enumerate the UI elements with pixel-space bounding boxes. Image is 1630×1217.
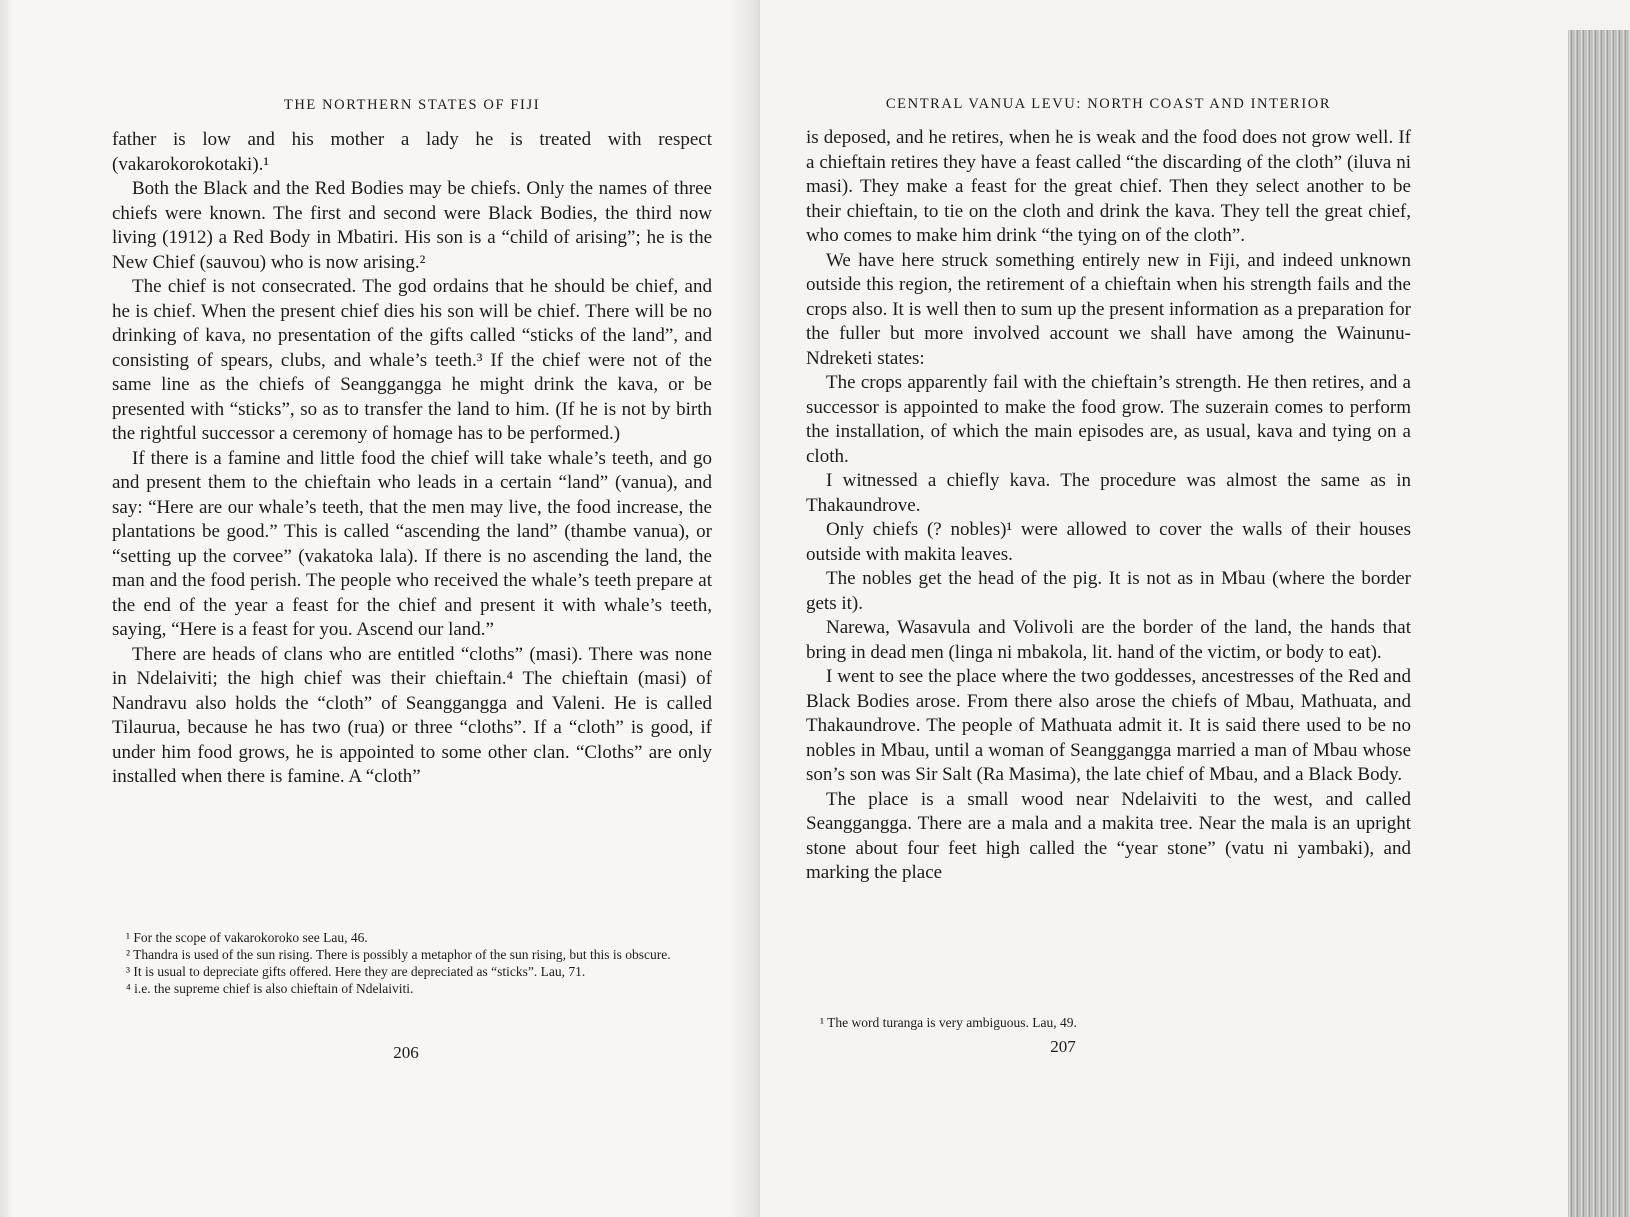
right-text-column: [806, 126, 1411, 886]
left-paragraph: father is low and his mother a lady he is treated with respect (vakarokorokotaki).¹: [112, 129, 712, 175]
footnote: ¹ The word turanga is very ambiguous. Lau, 49.: [820, 1015, 1077, 1030]
right-paragraph: Narewa, Wasavula and Volivoli are the border of the land, the hands that bring in dead men (linga ni mbakola, lit. hand of the victim, or body to eat).: [806, 617, 1411, 663]
footnote: ² Thandra is used of the sun rising. There is possibly a metaphor of the sun rising, but this is obscure.: [126, 947, 671, 962]
left-paragraph: There are heads of clans who are entitled “cloths” (masi). There was none in Ndelaiviti; the high chief was their chieftain.⁴ The chieftain (masi) of Nandravu also holds the “cloth” of Seanggangga and Valeni. He is called Tilaurua, because he has two (rua) or three “cloths”. If a “cloth” is good, if under him food grows, he is appointed to some other clan. “Cloths” are only installed when there is famine. A “cloth”: [112, 643, 712, 787]
footnote: ⁴ i.e. the supreme chief is also chieftain of Ndelaiviti.: [126, 981, 414, 996]
right-paragraph: Only chiefs (? nobles)¹ were allowed to cover the walls of their houses outside with makita leaves.: [806, 519, 1411, 565]
footnote: ³ It is usual to depreciate gifts offered. Here they are depreciated as “sticks”. Lau, 71.: [126, 964, 586, 979]
right-running-head: CENTRAL VANUA LEVU: NORTH COAST AND INTERIOR: [885, 96, 1332, 112]
right-footnotes: [806, 1014, 1411, 1031]
right-paragraph: The nobles get the head of the pig. It is not as in Mbau (where the border gets it).: [806, 568, 1411, 614]
left-text-column: [112, 128, 712, 790]
page-stack-edge: [1568, 30, 1630, 1217]
left-paragraph: Both the Black and the Red Bodies may be chiefs. Only the names of three chiefs were known. The first and second were Black Bodies, the third now living (1912) a Red Body in Mbatiri. His son is a “child of arising”; he is the New Chief (sauvou) who is now arising.²: [112, 178, 712, 273]
right-paragraph: The crops apparently fail with the chieftain’s strength. He then retires, and a successor is appointed to make the food grow. The suzerain comes to perform the installation, of which the main episodes are, as usual, kava and tying on a cloth.: [806, 372, 1411, 467]
right-page-number: 207: [1050, 1037, 1076, 1056]
right-paragraph: I witnessed a chiefly kava. The procedure was almost the same as in Thakaundrove.: [806, 470, 1411, 516]
left-page-number: 206: [393, 1043, 419, 1062]
footnote: ¹ For the scope of vakarokoroko see Lau, 46.: [126, 930, 368, 945]
left-paragraph: If there is a famine and little food the chief will take whale’s teeth, and go and present them to the chieftain who leads in a certain “land” (vanua), and say: “Here are our whale’s teeth, that the men may live, the food increase, the plantations be good.” This is called “ascending the land” (thambe vanua), or “setting up the corvee” (vakatoka lala). If there is no ascending the land, the man and the food perish. The people who received the whale’s teeth prepare at the end of the year a feast for the chief and present it with whale’s teeth, saying, “Here is a feast for you. Ascend our land.”: [112, 447, 712, 640]
left-page: [0, 0, 760, 1217]
left-footnotes: [112, 929, 712, 997]
right-page: [760, 0, 1550, 1217]
right-paragraph: The place is a small wood near Ndelaiviti to the west, and called Seanggangga. There are a mala and a makita tree. Near the mala is an upright stone about four feet high called the “year stone” (vatu ni yambaki), and marking the place: [806, 788, 1411, 883]
left-running-head: THE NORTHERN STATES OF FIJI: [283, 97, 541, 113]
right-paragraph: is deposed, and he retires, when he is weak and the food does not grow well. If a chieftain retires they have a feast called “the discarding of the cloth” (iluva ni masi). They make a feast for the great chief. Then they select another to be their chieftain, to tie on the cloth and drink the kava. They tell the great chief, who comes to make him drink “the tying on of the cloth”.: [806, 127, 1411, 246]
right-paragraph: We have here struck something entirely new in Fiji, and indeed unknown outside this region, the retirement of a chieftain when his strength fails and the crops also. It is well then to sum up the present information as a preparation for the fuller but more involved account we shall have among the Wainunu-Ndreketi states:: [806, 249, 1411, 369]
left-paragraph: The chief is not consecrated. The god ordains that he should be chief, and he is chief. When the present chief dies his son will be chief. There will be no drinking of kava, no presentation of the gifts called “sticks of the land”, and consisting of spears, clubs, and whale’s teeth.³ If the chief were not of the same line as the chiefs of Seanggangga he might drink the kava, or be presented with “sticks”, so as to transfer the land to him. (If he is not by birth the rightful successor a ceremony of homage has to be performed.): [112, 276, 712, 444]
left-page-edge: [0, 0, 14, 1217]
right-paragraph: I went to see the place where the two goddesses, ancestresses of the Red and Black Bodies arose. From there also arose the chiefs of Mbau, Mathuata, and Thakaundrove. The people of Mathuata admit it. It is said there used to be no nobles in Mbau, until a woman of Seanggangga married a man of Mbau whose son’s son was Sir Salt (Ra Masima), the late chief of Mbau, and a Black Body.: [806, 666, 1411, 785]
